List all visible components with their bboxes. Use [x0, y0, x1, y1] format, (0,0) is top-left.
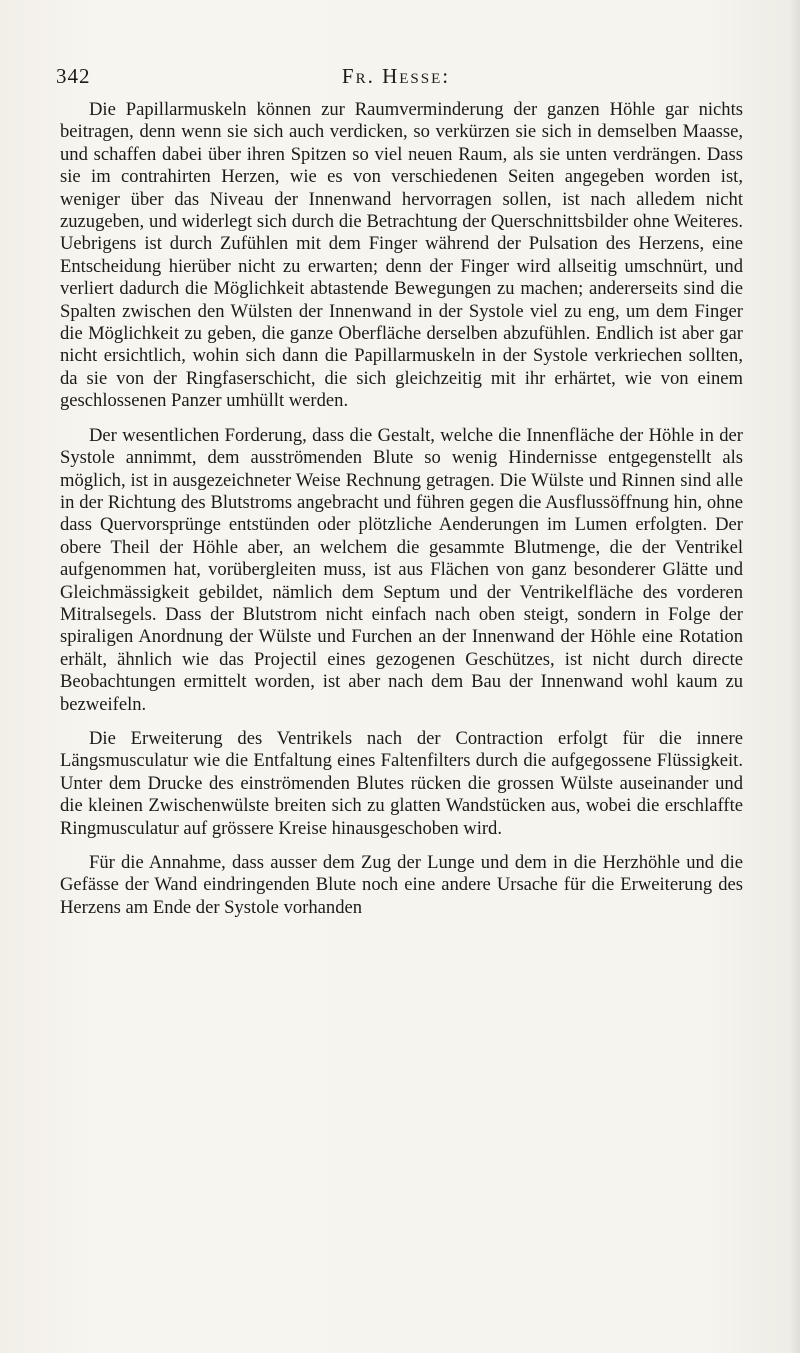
page-number: 342: [56, 64, 91, 88]
paragraph-4: Für die Annahme, dass ausser dem Zug der Lunge und dem in die Herzhöhle und die Gefässe der Wand eindringenden Blute noch eine andere Ursache für die Erweiterung des Herzens am Ende der Systole vorhanden: [60, 852, 743, 918]
paragraph-2: Der wesentlichen Forderung, dass die Gestalt, welche die Innenfläche der Höhle in der Systole annimmt, dem ausströmenden Blute so wenig Hindernisse entgegenstellt als möglich, ist in ausgezeichneter Weise Rechnung getragen. Die Wülste und Rinnen sind alle in der Richtung des Blutstroms angebracht und führen gegen die Ausflussöffnung hin, ohne dass Quervorsprünge entstünden oder plötzliche Aenderungen im Lumen erfolgten. Der obere Theil der Höhle aber, an welchem die gesammte Blutmenge, die der Ventrikel aufgenommen hat, vorübergleiten muss, ist aus Flächen von ganz besonderer Glätte und Gleichmässigkeit gebildet, nämlich dem Septum und der Ventrikelfläche des vorderen Mitralsegels. Dass der Blutstrom nicht einfach nach oben steigt, sondern in Folge der spiraligen Anordnung der Wülste und Furchen an der Innenwand der Höhle eine Rotation erhält, ähnlich wie das Projectil eines gezogenen Geschützes, ist nicht durch directe Beobachtungen ermittelt worden, ist aber nach dem Bau der Innenwand wohl kaum zu bezweifeln.: [60, 424, 743, 715]
page-header: [56, 64, 756, 94]
running-head: Fr. Hesse:: [341, 64, 451, 88]
body-text: [60, 99, 743, 919]
paragraph-3: Die Erweiterung des Ventrikels nach der Contraction erfolgt für die innere Längsmusculatur wie die Entfaltung eines Faltenfilters durch die aufgegossene Flüssigkeit. Unter dem Drucke des einströmenden Blutes rücken die grossen Wülste auseinander und die kleinen Zwischenwülste breiten sich zu glatten Wandstücken aus, wobei die erschlaffte Ringmusculatur auf grössere Kreise hinausgeschoben wird.: [60, 727, 743, 839]
page-edge-shadow: [790, 0, 800, 1353]
paragraph-1: Die Papillarmuskeln können zur Raumverminderung der ganzen Höhle gar nichts beitragen, denn wenn sie sich auch verdicken, so verkürzen sie sich in demselben Maasse, und schaffen dabei über ihren Spitzen so viel neuen Raum, als sie unten verdrängen. Dass sie im contrahirten Herzen, wie es von verschiedenen Seiten angegeben worden ist, weniger über das Niveau der Innenwand hervorragen sollen, ist nach alledem nicht zuzugeben, und widerlegt sich durch die Betrachtung der Querschnittsbilder ohne Weiteres. Uebrigens ist durch Zufühlen mit dem Finger während der Pulsation des Herzens, eine Entscheidung hierüber nicht zu erwarten; denn der Finger wird allseitig umschnürt, und verliert dadurch die Möglichkeit abtastende Bewegungen zu machen; andererseits sind die Spalten zwischen den Wülsten der Innenwand in der Systole viel zu eng, um dem Finger die Möglichkeit zu geben, die ganze Oberfläche derselben abzufühlen. Endlich ist aber gar nicht ersichtlich, wohin sich dann die Papillarmuskeln in der Systole verkriechen sollten, da sie von der Ringfaserschicht, die sich gleichzeitig mit ihr erhärtet, wie von einem geschlossenen Panzer umhüllt werden.: [60, 99, 743, 412]
